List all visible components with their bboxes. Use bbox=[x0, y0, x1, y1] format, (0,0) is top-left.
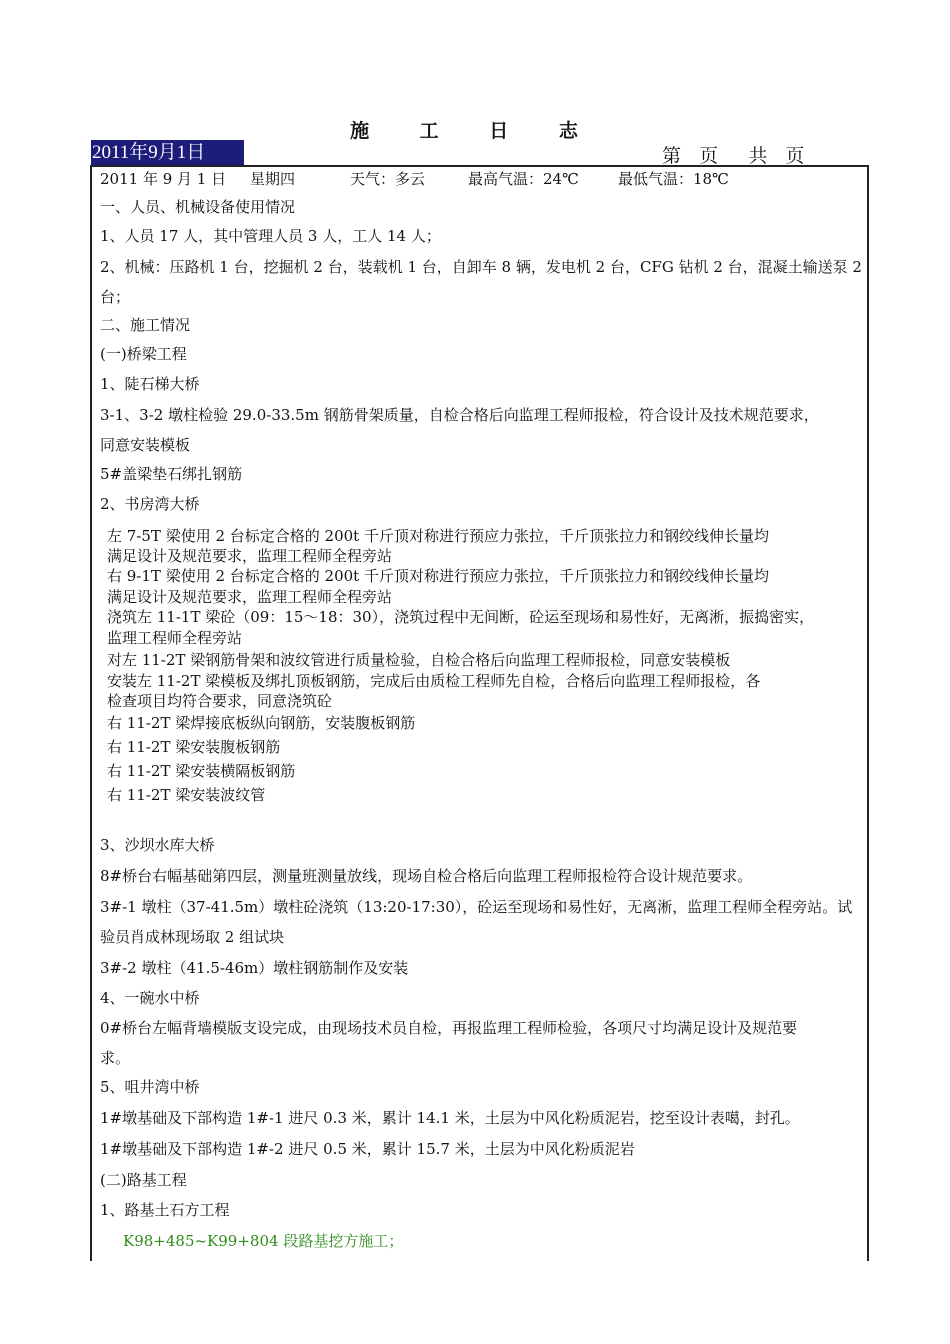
bridge-heading: 5、咀井湾中桥 bbox=[100, 1078, 200, 1096]
document-title: 施 工 日 志 bbox=[350, 120, 600, 142]
header-high-temp: 最高气温：24℃ bbox=[468, 170, 579, 188]
text-line: 同意安装模板 bbox=[100, 436, 191, 454]
bridge-heading: 4、一碗水中桥 bbox=[100, 989, 200, 1007]
text-line: 验员肖成林现场取 2 组试块 bbox=[100, 928, 285, 946]
text-line: 1、人员 17 人，其中管理人员 3 人，工人 14 人； bbox=[100, 227, 441, 245]
header-low-temp: 最低气温：18℃ bbox=[618, 170, 729, 188]
text-line: 左 7-5T 梁使用 2 台标定合格的 200t 千斤顶对称进行预应力张拉，千斤顶张拉力和钢绞线伸长量均 bbox=[107, 527, 769, 545]
text-line: 安装左 11-2T 梁模板及绑扎顶板钢筋，完成后由质检工程师先自检，合格后向监理工程师报检，各 bbox=[107, 672, 761, 690]
header-weather: 天气：多云 bbox=[350, 170, 426, 188]
text-line: 8#桥台右幅基础第四层，测量班测量放线，现场自检合格后向监理工程师报检符合设计规范要求。 bbox=[100, 867, 753, 885]
text-line: 1#墩基础及下部构造 1#-1 进尺 0.3 米，累计 14.1 米，土层为中风化粉质泥岩，挖至设计表噶，封孔。 bbox=[100, 1109, 800, 1127]
text-line: 右 9-1T 梁使用 2 台标定合格的 200t 千斤顶对称进行预应力张拉，千斤顶张拉力和钢绞线伸长量均 bbox=[107, 567, 769, 585]
header-weekday: 星期四 bbox=[250, 170, 296, 188]
date-box: 2011年9月1日 bbox=[91, 140, 244, 165]
section-construction: 二、施工情况 bbox=[100, 316, 191, 334]
text-line-highlighted: K98+485~K99+804 段路基挖方施工； bbox=[123, 1232, 404, 1250]
bridge-heading: 1、陡石梯大桥 bbox=[100, 375, 200, 393]
bridge-heading: 3、沙坝水库大桥 bbox=[100, 836, 215, 854]
text-line: 求。 bbox=[100, 1049, 131, 1067]
page-number-label: 第 页 共 页 bbox=[662, 145, 805, 167]
text-line: 0#桥台左幅背墙模版支设完成，由现场技术员自检，再报监理工程师检验，各项尺寸均满足设计及规范要 bbox=[100, 1019, 798, 1037]
text-line: 1#墩基础及下部构造 1#-2 进尺 0.5 米，累计 15.7 米，土层为中风化粉质泥岩 bbox=[100, 1140, 635, 1158]
text-line: 3#-1 墩柱（37-41.5m）墩柱砼浇筑（13:20-17:30），砼运至现场和易性好，无离淅，监理工程师全程旁站。试 bbox=[100, 898, 853, 916]
text-line: 2、机械：压路机 1 台，挖掘机 2 台，装载机 1 台，自卸车 8 辆，发电机 2 台，CFG 钻机 2 台，混凝土输送泵 2 bbox=[100, 258, 862, 276]
text-line: 右 11-2T 梁安装腹板钢筋 bbox=[107, 738, 281, 756]
text-line: 对左 11-2T 梁钢筋骨架和波纹管进行质量检验，自检合格后向监理工程师报检，同意安装模板 bbox=[107, 651, 731, 669]
text-line: 满足设计及规范要求，监理工程师全程旁站 bbox=[107, 588, 393, 606]
roadbed-heading: 1、路基土石方工程 bbox=[100, 1201, 230, 1219]
text-line: 检查项目均符合要求，同意浇筑砼 bbox=[107, 692, 333, 710]
text-line: 右 11-2T 梁安装波纹管 bbox=[107, 786, 266, 804]
subsection-bridge: (一)桥梁工程 bbox=[100, 345, 187, 363]
text-line: 3#-2 墩柱（41.5-46m）墩柱钢筋制作及安装 bbox=[100, 959, 409, 977]
subsection-roadbed: (二)路基工程 bbox=[100, 1171, 187, 1189]
bridge-heading: 2、书房湾大桥 bbox=[100, 495, 200, 513]
text-line: 右 11-2T 梁安装横隔板钢筋 bbox=[107, 762, 296, 780]
header-date: 2011 年 9 月 1 日 bbox=[100, 170, 227, 188]
text-line: 浇筑左 11-1T 梁砼（09：15～18：30），浇筑过程中无间断，砼运至现场和易性好，无离淅，振捣密实， bbox=[107, 608, 815, 626]
text-line: 右 11-2T 梁焊接底板纵向钢筋，安装腹板钢筋 bbox=[107, 714, 416, 732]
text-line: 满足设计及规范要求，监理工程师全程旁站 bbox=[107, 547, 393, 565]
section-personnel: 一、人员、机械设备使用情况 bbox=[100, 198, 296, 216]
text-line: 监理工程师全程旁站 bbox=[107, 629, 243, 647]
text-line: 3-1、3-2 墩柱检验 29.0-33.5m 钢筋骨架质量，自检合格后向监理工程师报检，符合设计及技术规范要求， bbox=[100, 406, 819, 424]
text-line: 台； bbox=[100, 288, 131, 306]
text-line: 5#盖梁垫石绑扎钢筋 bbox=[100, 465, 243, 483]
